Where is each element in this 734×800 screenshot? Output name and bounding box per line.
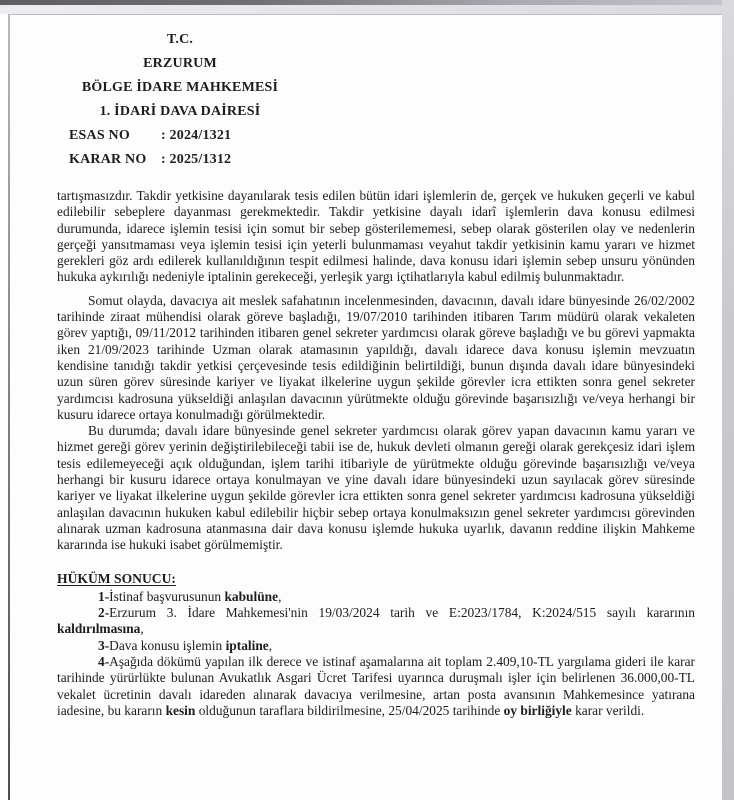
scan-top-margin xyxy=(0,5,734,14)
header-country: T.C. xyxy=(166,32,194,47)
esas-no-row xyxy=(69,124,291,148)
item-4-number: 4- xyxy=(98,654,110,670)
karar-no-row xyxy=(69,148,291,172)
karar-no-label: KARAR NO xyxy=(69,152,147,167)
header-city: ERZURUM xyxy=(143,56,217,71)
paragraph-bu-durumda: Bu durumda; davalı idare bünyesinde genel sekreter yardımcısı olarak görev yapan davacının kamu yararı ve hizmet gereği görev yerinin değiştirilebileceği tabii ise de, hukuk devleti olmanın gereği olarak gerekçesiz idari işlem tesis edilemeyeceği açık olduğundan, işlem tarihi itibariyle de yürütmekte olduğu görevinde başarısızlığı ve/veya herhangi bir kusuru idarece ortaya konulmayan ve yine davalı idare bünyesindeki uzun sayılacak görev süresinde kariyer ve liyakat ilkelerine uygun şekilde görevler icra ettikten sonra genel sekreter yardımcısı kadrosuna yükseldiği anlaşılan davacının hukuken kabul edilebilir hiçbir sebep ortaya konulmaksızın genel sekreter yardımcısı görevinden alınarak uzman kadrosuna atanmasına dair dava konusu işlemde hukuka uyarlık, davanın reddine ilişkin Mahkeme kararında ise hukuki isabet görülmemiştir. xyxy=(57,423,695,553)
esas-no-value: : 2024/1321 xyxy=(161,128,232,143)
court-header xyxy=(69,28,291,172)
verdict-item-3: 3-Dava konusu işlemin iptaline, xyxy=(98,637,273,653)
decision-body xyxy=(57,188,695,719)
verdict-item-1: 1-İstinaf başvurusunun kabulüne, xyxy=(98,588,282,604)
verdict-item-4: 4-Aşağıda dökümü yapılan ilk derece ve istinaf aşamalarına ait toplam 2.409,10-TL yargılama gideri ile karar tarihinde yürürlükte bulunan Avukatlık Asgari Ücret Tarifesi uyarınca duruşmalı işler için belirlenen 36.000,00-TL vekalet ücretinin davalı idareden alınarak davacıya verilmesine, artan posta avansının Mahkemesince yatırana iadesine, bu kararın kesin olduğunun taraflara bildirilmesine, 25/04/2025 tarihinde oy birliğiyle karar verildi. xyxy=(57,654,695,718)
header-court: BÖLGE İDARE MAHKEMESİ xyxy=(81,80,279,95)
paragraph-takdir-yetkisi: tartışmasızdır. Takdir yetkisine dayanılarak tesis edilen bütün idari işlemlerin de, gerçek ve hukuken geçerli ve kabul edilebilir sebeplere dayanması gerekmektedir. Takdir yetkisine dayalı idarî işlemlerin dava konusu edilmesi durumunda, idarece işlemin tesisi için somut bir sebep gösterilememesi, sebep olarak gösterilen olay ve nedenlerin gerçeği yansıtmaması veya işlemin tesisi için yeterli bulunmaması veyahut takdir yetkisinin kamu yararı ve hizmet gerekleri göz ardı edilerek kullanıldığının tespit edilmesi halinde, dava konusu idari işlemin sebep unsuru yönünden hukuka aykırılığı nedeniyle iptalinin gerekeceği, yerleşik yargı içtihatlarıyla kabul edilmiş bulunmaktadır. xyxy=(57,188,695,285)
esas-no-label: ESAS NO xyxy=(69,128,130,143)
verdict-heading: HÜKÜM SONUCU: xyxy=(57,570,176,586)
header-chamber: 1. İDARİ DAVA DAİRESİ xyxy=(99,104,261,119)
item-1-number: 1- xyxy=(98,588,110,604)
karar-no-value: : 2025/1312 xyxy=(161,152,232,167)
paragraph-somut-olay: Somut olayda, davacıya ait meslek safahatının incelenmesinden, davacının, davalı idare bünyesinde 26/02/2002 tarihinde ziraat mühendisi olarak göreve başladığı, 19/07/2010 tarihinden itibaren Tarım müdürü olarak vekaleten görev yaptığı, 09/11/2012 tarihinden itibaren genel sekreter yardımcısı olarak göreve başladığı ve bu görevi yapmakta iken 21/09/2023 tarihinde Uzman olarak atamasının yapıldığı, davalı idarece dava konusu işlemin mevzuatın kendisine tanıdığı takdir yetkisi çerçevesinde tesis edildiğinin belirtildiği, bunun dışında davalı idare bünyesindeki uzun süren görev süresinde kariyer ve liyakat ilkelerine uygun şekilde görevler icra ettikten sonra genel sekreter yardımcısı kadrosuna yükseldiği anlaşılan davacının yürütmekte olduğu görevinde başarısızlığı ve/veya herhangi bir kusuru idarece ortaya konulmadığı görülmektedir. xyxy=(57,292,695,422)
scan-right-edge xyxy=(722,0,734,800)
item-2-number: 2- xyxy=(98,605,110,621)
verdict-item-2: 2-Erzurum 3. İdare Mahkemesi'nin 19/03/2024 tarih ve E:2023/1784, K:2024/515 sayılı kararının kaldırılmasına, xyxy=(57,605,695,637)
item-3-number: 3- xyxy=(98,637,110,653)
document-page xyxy=(10,14,722,800)
